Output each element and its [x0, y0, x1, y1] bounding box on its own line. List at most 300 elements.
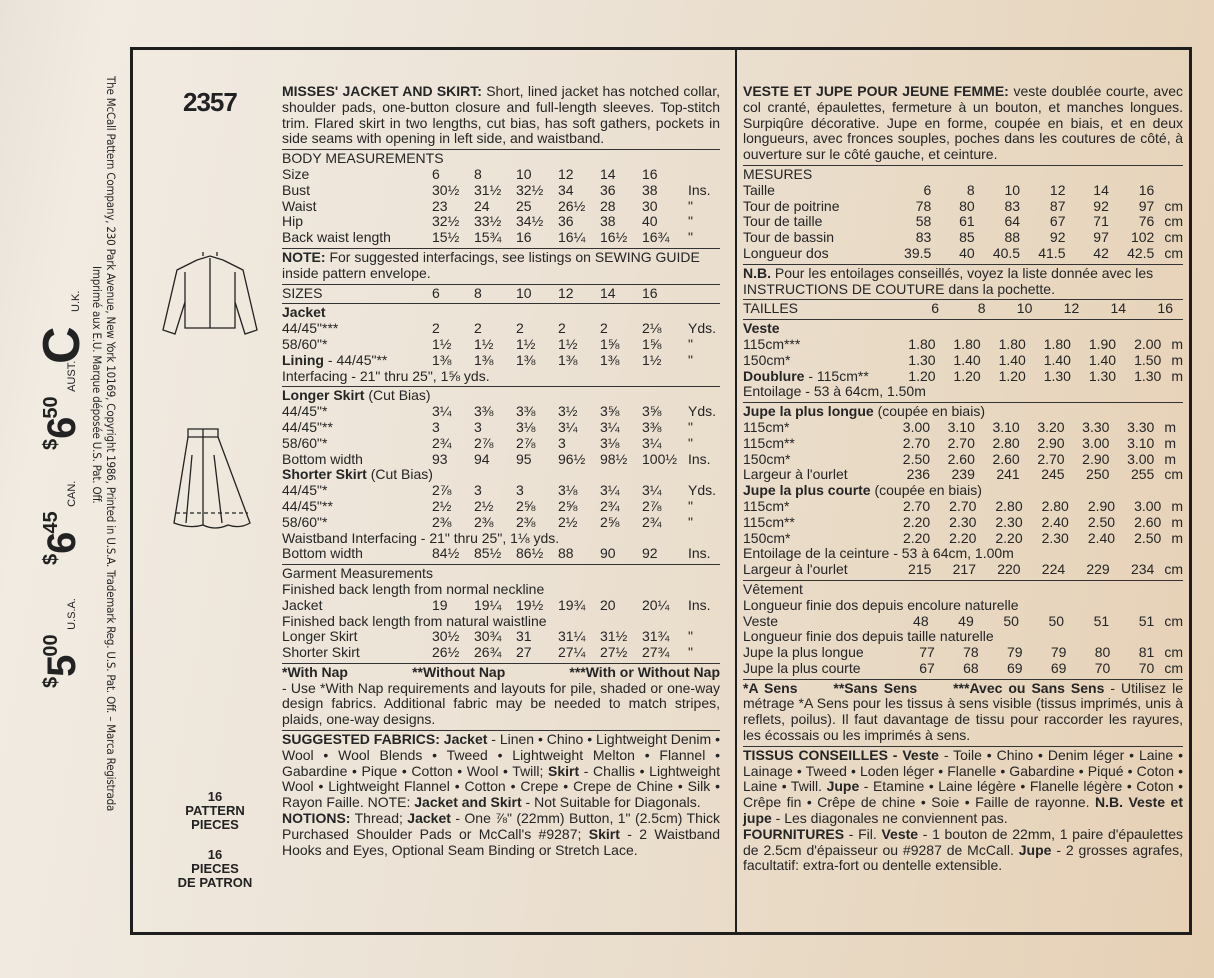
unit: m — [1171, 335, 1183, 352]
table-row — [282, 420, 720, 436]
table-row — [743, 246, 1183, 262]
tissus-conseilles: TISSUS CONSEILLES - Veste - Toile • Chino • Denim léger • Laine • Lainage • Tweed • Loden léger • Flanelle • Gabardine • Piqué • Coton • Laine • Twill. Jupe - Etamine • Laine légère • Flanelle légère • Coton • Crêpe fin • Crêpe de chine • Soie • Faille de rayonne. N.B. Veste et jupe - Les diagonales ne conviennent pas. — [743, 746, 1184, 827]
cell-value: 15¾ — [474, 229, 502, 246]
table-row — [282, 353, 720, 369]
cell-value: 27½ — [600, 644, 628, 661]
english-description: MISSES' JACKET AND SKIRT: Short, lined jacket has notched collar, shoulder pads, one-button closure and full-length sleeves. Top-stitch trim. Flared skirt in two lengths, cut bias, has soft gathers, pockets in side seams with opening in left side, and waistband. — [282, 83, 720, 147]
row-label: 115cm** — [743, 513, 795, 530]
cell-value: 2.80 — [1041, 497, 1069, 514]
row-label: Bottom width — [282, 450, 363, 467]
unit: cm — [1164, 466, 1183, 483]
cell-value: 19½ — [516, 596, 544, 613]
cell-value: 2.90 — [1087, 497, 1116, 514]
cell-value: 2⅝ — [516, 497, 536, 514]
cell-value: 2.90 — [1037, 434, 1065, 451]
unit: " — [688, 628, 693, 645]
unit: Ins. — [688, 596, 711, 613]
spine-copyright — [90, 76, 118, 811]
unit: Yds. — [688, 482, 717, 499]
cell-value: 30½ — [432, 181, 460, 198]
suggested-fabrics: SUGGESTED FABRICS: Jacket - Linen • Chino • Lightweight Denim • Wool • Wool Blends • Tweed • Lightweight Melton • Flannel • Gabardine • Pique • Cotton • Wool • Twill; Skirt - Challis • Lightweight Wool • Lightweight Flannel • Cotton • Crepe • Crepe de Chine • Silk • Rayon Faille. NOTE: Jacket and Skirt - Not Suitable for Diagonals. — [282, 731, 720, 811]
cell-value: 3½ — [558, 403, 578, 420]
cell-value: 1.30 — [1088, 367, 1117, 384]
cell-value: 3.00 — [902, 418, 931, 435]
cell-value: 3¼ — [642, 482, 662, 499]
cell-value: 86½ — [516, 545, 544, 562]
cell-value: 6 — [432, 165, 440, 182]
cell-value: 1½ — [516, 335, 536, 352]
cell-value: 1.80 — [908, 335, 936, 352]
cell-value: 67 — [919, 659, 935, 676]
cell-value: 31 — [516, 628, 532, 645]
jacket-back-illustration — [155, 250, 265, 345]
column-divider — [735, 47, 737, 935]
cell-value: 3.10 — [947, 418, 975, 435]
cell-value: 26¾ — [474, 644, 502, 661]
cell-value: 2.20 — [995, 529, 1023, 546]
cell-value: 1.40 — [1088, 351, 1117, 368]
cell-value: 2.30 — [995, 513, 1023, 530]
unit: cm — [1164, 644, 1183, 661]
cell-value: 87 — [1049, 197, 1066, 214]
table-row — [282, 598, 720, 614]
table-row — [743, 420, 1183, 436]
cell-value: 71 — [1093, 213, 1109, 230]
unit: " — [688, 434, 693, 451]
cell-value: 31½ — [600, 628, 628, 645]
unit: m — [1171, 529, 1183, 546]
table-row — [743, 436, 1183, 452]
cell-value: 2.50 — [902, 450, 931, 467]
row-label: 58/60"* — [282, 513, 328, 530]
pattern-pieces-fr: 16 PIECES DE PATRON — [177, 847, 253, 890]
cell-value: 1.40 — [953, 351, 981, 368]
cell-value: 48 — [913, 612, 929, 629]
cell-value: 239 — [951, 466, 975, 483]
cell-value: 1.50 — [1134, 351, 1162, 368]
cell-value: 49 — [958, 612, 974, 629]
cell-value: 3 — [474, 418, 482, 435]
cell-value: 79 — [1006, 644, 1023, 661]
unit: " — [688, 497, 693, 514]
cell-value: 24 — [474, 197, 490, 214]
veste-heading: Veste — [743, 320, 780, 337]
cell-value: 1⅜ — [558, 351, 578, 368]
cell-value: 68 — [963, 659, 979, 676]
cell-value: 1.30 — [1134, 367, 1162, 384]
cell-value: 34 — [558, 181, 574, 198]
cell-value: 2.70 — [902, 434, 931, 451]
unit: cm — [1164, 561, 1183, 578]
cell-value: 84½ — [432, 545, 460, 562]
note: NOTE: For suggested interfacings, see listings on SEWING GUIDE inside pattern envelope. — [282, 248, 700, 281]
row-label: TAILLES — [743, 300, 798, 317]
cell-value: 1.20 — [998, 367, 1026, 384]
cell-value: 3 — [516, 482, 524, 499]
table-row — [282, 436, 720, 452]
cell-value: 3¼ — [600, 482, 620, 499]
pattern-pieces-en: 16 PATTERN PIECES — [185, 789, 245, 832]
row-label: Veste — [743, 612, 779, 629]
cell-value: 2.60 — [947, 450, 975, 467]
cell-value: 85 — [959, 229, 975, 246]
cell-value: 2.90 — [1082, 450, 1110, 467]
cell-value: 3.10 — [1127, 434, 1155, 451]
row-label: 58/60"* — [282, 335, 328, 352]
cell-value: 30¾ — [474, 628, 502, 645]
cell-value: 2.70 — [949, 497, 977, 514]
cell-value: 77 — [919, 644, 935, 661]
row-label: 115cm** — [743, 434, 795, 451]
unit: " — [688, 418, 693, 435]
cell-value: 83 — [1004, 197, 1021, 214]
cell-value: 23 — [432, 197, 448, 214]
unit: cm — [1164, 213, 1183, 230]
price-uk: C U.K. — [33, 290, 91, 364]
unit — [1179, 301, 1183, 317]
cell-value: 30 — [642, 197, 658, 214]
cell-value: 16 — [1157, 300, 1173, 317]
unit: " — [688, 335, 693, 352]
cell-value: 16 — [1138, 181, 1155, 198]
table-row — [743, 199, 1183, 215]
cell-value: 3⅜ — [516, 403, 536, 420]
nap-legend: *With Nap **Without Nap ***With or Without Nap - Use *With Nap requirements and layouts for pile, shaded or one-way design fabrics. Additional fabric may be needed to match stripes, plaids, one-way designs. — [282, 663, 720, 728]
table-row — [282, 337, 720, 353]
unit: Ins. — [688, 545, 711, 562]
row-label: Size — [282, 165, 310, 182]
cell-value: 15½ — [432, 229, 460, 246]
cell-value: 42 — [1093, 244, 1109, 261]
cell-value: 64 — [1004, 213, 1021, 230]
skirt-back-illustration — [170, 425, 255, 540]
unit: " — [688, 644, 693, 661]
body-measurements-table — [282, 167, 720, 246]
cell-value: 8 — [474, 284, 482, 301]
cell-value: 85½ — [474, 545, 502, 562]
cell-value: 27 — [516, 644, 532, 661]
row-label: Waist — [282, 197, 317, 214]
unit: cm — [1164, 229, 1183, 246]
unit: " — [688, 351, 693, 368]
cell-value: 2¾ — [600, 497, 620, 514]
jupe-courte-largeur — [743, 562, 1183, 578]
cell-value: 250 — [1086, 466, 1110, 483]
table-row — [743, 645, 1183, 661]
cell-value: 33½ — [474, 213, 502, 230]
unit: m — [1164, 418, 1176, 435]
table-row — [282, 167, 720, 183]
row-label: Tour de poitrine — [743, 197, 840, 214]
shorter-skirt-heading: Shorter Skirt (Cut Bias) — [282, 466, 433, 483]
veste-table — [743, 337, 1183, 384]
table-row — [282, 199, 720, 215]
cell-value: 34½ — [516, 213, 544, 230]
veste-entoilage: Entoilage - 53 à 64cm, 1.50m — [743, 383, 926, 400]
table-row — [282, 499, 720, 515]
cell-value: 26½ — [432, 644, 460, 661]
unit: Ins. — [688, 450, 711, 467]
cell-value: 2⅞ — [432, 482, 452, 499]
cell-value: 50 — [1048, 612, 1065, 629]
cell-value: 2¾ — [642, 513, 662, 530]
cell-value: 78 — [915, 197, 932, 214]
cell-value: 2 — [558, 320, 566, 337]
row-label: Tour de bassin — [743, 229, 835, 246]
cell-value: 31½ — [474, 181, 502, 198]
cell-value: 1½ — [642, 351, 662, 368]
cell-value: 19¼ — [474, 596, 502, 613]
cell-value: 2⅜ — [474, 513, 494, 530]
row-label: Bottom width — [282, 545, 363, 562]
fournitures: FOURNITURES - Fil. Veste - 1 bouton de 22mm, 1 paire d'épaulettes de 2.5cm d'épaisseur ou #9287 de McCall. Jupe - 2 grosses agrafes, facultatif: extra-fort ou dentelle extensible. — [743, 825, 1184, 874]
cell-value: 14 — [600, 165, 616, 182]
cell-value: 2 — [432, 320, 440, 337]
cell-value: 16½ — [600, 229, 628, 246]
unit: m — [1171, 351, 1183, 368]
unit: cm — [1164, 659, 1183, 676]
cell-value: 31¼ — [558, 628, 586, 645]
cell-value: 26½ — [558, 197, 586, 214]
cell-value: 234 — [1130, 561, 1155, 578]
cell-value: 2.30 — [1041, 529, 1069, 546]
longer-skirt-heading: Longer Skirt (Cut Bias) — [282, 387, 431, 404]
cell-value: 3 — [474, 482, 482, 499]
cell-value: 61 — [959, 213, 975, 230]
table-row — [743, 531, 1183, 547]
cell-value: 27¾ — [642, 644, 670, 661]
table-row — [282, 546, 720, 562]
row-label: 44/45"* — [282, 482, 328, 499]
price-usa: $500 U.S.A. — [40, 598, 84, 688]
cell-value: 3¼ — [600, 418, 620, 435]
cell-value: 92 — [1049, 229, 1066, 246]
cell-value: 2⅝ — [558, 497, 578, 514]
table-row — [282, 515, 720, 531]
cell-value: 40 — [642, 213, 658, 230]
cell-value: 10 — [516, 284, 532, 301]
cell-value: 241 — [996, 466, 1020, 483]
unit: " — [688, 229, 693, 246]
cell-value: 245 — [1041, 466, 1065, 483]
cell-value: 3.10 — [992, 418, 1020, 435]
cell-value: 229 — [1086, 561, 1110, 578]
cell-value: 70 — [1138, 659, 1155, 676]
unit — [1160, 183, 1183, 199]
cell-value: 3⅝ — [600, 403, 620, 420]
cell-value: 3¼ — [642, 434, 662, 451]
tailles-header — [743, 301, 1183, 317]
cell-value: 1½ — [432, 335, 452, 352]
row-label: Longer Skirt — [282, 628, 358, 645]
table-row — [743, 369, 1183, 385]
cell-value: 2.70 — [947, 434, 975, 451]
spine-line-1: The McCall Pattern Company, 230 Park Avenue, New York 10169, Copyright 1986, Printed in U.S.A. Trademark Reg. U.S. Pat. Off. – Marca Registrada — [104, 76, 118, 812]
row-label: Jupe la plus longue — [743, 644, 864, 661]
cell-value: 51 — [1093, 612, 1110, 629]
unit — [684, 167, 720, 183]
cell-value: 1.40 — [1043, 351, 1071, 368]
cell-value: 215 — [908, 561, 932, 578]
cell-value: 2⅞ — [642, 497, 662, 514]
cell-value: 1.90 — [1088, 335, 1117, 352]
unit: " — [688, 213, 693, 230]
row-label: 150cm* — [743, 351, 791, 368]
table-row — [282, 183, 720, 199]
cell-value: 58 — [915, 213, 932, 230]
cell-value: 2 — [516, 320, 524, 337]
cell-value: 1½ — [558, 335, 578, 352]
row-label: Tour de taille — [743, 213, 823, 230]
cell-value: 2⅞ — [474, 434, 494, 451]
cell-value: 88 — [558, 545, 574, 562]
cell-value: 2⅝ — [600, 513, 620, 530]
cell-value: 3.00 — [1127, 450, 1155, 467]
cell-value: 90 — [600, 545, 616, 562]
cell-value: 2.80 — [995, 497, 1023, 514]
cell-value: 1.30 — [1043, 367, 1071, 384]
row-label: Jacket — [282, 596, 323, 613]
cell-value: 2.80 — [992, 434, 1020, 451]
jacket-heading: Jacket — [282, 304, 326, 321]
unit: m — [1164, 434, 1176, 451]
table-row — [282, 321, 720, 337]
cell-value: 1.80 — [1043, 335, 1071, 352]
cell-value: 36 — [558, 213, 574, 230]
cell-value: 8 — [966, 181, 975, 198]
cell-value: 3⅜ — [642, 418, 662, 435]
cell-value: 1.40 — [998, 351, 1026, 368]
row-label: Jupe la plus courte — [743, 659, 861, 676]
unit — [684, 286, 720, 302]
cell-value: 3¼ — [432, 403, 452, 420]
table-row — [743, 467, 1183, 483]
cell-value: 78 — [963, 644, 979, 661]
cell-value: 16 — [516, 229, 532, 246]
table-row — [743, 499, 1183, 515]
cell-value: 255 — [1130, 466, 1155, 483]
cell-value: 6 — [432, 284, 440, 301]
cell-value: 8 — [474, 165, 482, 182]
sizes-header — [282, 286, 720, 302]
unit: m — [1164, 450, 1176, 467]
cell-value: 51 — [1138, 612, 1155, 629]
table-row — [282, 483, 720, 499]
garment-heading: Garment Measurements — [282, 565, 433, 582]
unit: m — [1171, 497, 1183, 514]
row-label: Largeur à l'ourlet — [743, 561, 848, 578]
cell-value: 2.20 — [902, 529, 931, 546]
row-label: 58/60"* — [282, 434, 328, 451]
table-row — [743, 614, 1183, 630]
table-row — [282, 286, 720, 302]
cell-value: 3⅛ — [600, 434, 620, 451]
mesures-table — [743, 183, 1183, 262]
table-row — [282, 645, 720, 661]
cell-value: 69 — [1006, 659, 1023, 676]
mesures-heading: MESURES — [743, 165, 813, 182]
cell-value: 50 — [1003, 612, 1019, 629]
cell-value: 2½ — [474, 497, 494, 514]
cell-value: 14 — [1093, 181, 1109, 198]
row-label: Shorter Skirt — [282, 644, 360, 661]
cell-value: 40.5 — [992, 244, 1021, 261]
vetement-veste-row — [743, 614, 1183, 630]
cell-value: 38 — [642, 181, 658, 198]
cell-value: 14 — [1110, 300, 1127, 317]
row-label: Largeur à l'ourlet — [743, 466, 848, 483]
row-label: Longueur dos — [743, 244, 829, 261]
french-description: VESTE ET JUPE POUR JEUNE FEMME: veste doublée courte, avec col cranté, épaulettes, fermeture à un bouton, et manches longues. Surpiqûre décorative. Jupe en forme, coupée en biais, et en deux longueurs, avec fronces souples, poches dans les coutures de côté, à ouverture sur le côté gauche, et ceinture. — [743, 83, 1183, 163]
cell-value: 25 — [516, 197, 532, 214]
cell-value: 1½ — [474, 335, 494, 352]
cell-value: 19¾ — [558, 596, 586, 613]
jupe-longue-table — [743, 420, 1183, 483]
cell-value: 2.50 — [1134, 529, 1162, 546]
price-can: $645 CAN. — [40, 480, 84, 565]
cell-value: 2⅞ — [516, 434, 536, 451]
table-row — [743, 230, 1183, 246]
table-row — [282, 230, 720, 246]
ceinture-entoilage: Entoilage de la ceinture - 53 à 64cm, 1.00m — [743, 545, 1014, 562]
row-label: 44/45"** — [282, 497, 333, 514]
cell-value: 1.80 — [953, 335, 981, 352]
cell-value: 70 — [1094, 659, 1111, 676]
cell-value: 2½ — [558, 513, 578, 530]
cell-value: 19 — [432, 596, 448, 613]
cell-value: 3.00 — [1134, 497, 1162, 514]
cell-value: 12 — [1063, 300, 1080, 317]
jacket-interfacing: Interfacing - 21" thru 25", 1⅝ yds. — [282, 367, 490, 384]
cell-value: 20¼ — [642, 596, 670, 613]
cell-value: 2.40 — [1041, 513, 1069, 530]
spine-line-2: Imprimé aux E.U. Marque déposée U.S. Pat. Off. — [90, 266, 104, 504]
garment-skirt-rows — [282, 629, 720, 661]
table-row — [743, 183, 1183, 199]
cell-value: 96½ — [558, 450, 586, 467]
table-row — [743, 661, 1183, 677]
cell-value: 3¼ — [558, 418, 578, 435]
body-measurements-heading: BODY MEASUREMENTS — [282, 150, 444, 167]
taille-label: Longueur finie dos depuis taille naturelle — [743, 628, 994, 645]
cell-value: 92 — [642, 545, 658, 562]
cell-value: 12 — [558, 284, 574, 301]
cell-value: 32½ — [516, 181, 544, 198]
cell-value: 1⅜ — [474, 351, 494, 368]
french-column — [743, 84, 1183, 874]
cell-value: 3 — [558, 434, 566, 451]
cell-value: 88 — [1004, 229, 1021, 246]
cell-value: 40 — [959, 244, 975, 261]
cell-value: 2⅜ — [516, 513, 536, 530]
row-label: 115cm* — [743, 497, 790, 514]
cell-value: 3⅛ — [558, 482, 578, 499]
waistline-label: Finished back length from natural waistline — [282, 612, 547, 629]
row-label: Lining - 44/45"** — [282, 351, 388, 368]
cell-value: 80 — [1094, 644, 1111, 661]
cell-value: 27¼ — [558, 644, 586, 661]
jacket-yardage-table — [282, 321, 720, 368]
cell-value: 3.20 — [1037, 418, 1065, 435]
cell-value: 102 — [1130, 229, 1155, 246]
encolure-label: Longueur finie dos depuis encolure naturelle — [743, 596, 1019, 613]
cell-value: 2.20 — [949, 529, 977, 546]
cell-value: 12 — [558, 165, 574, 182]
garment-jacket-row — [282, 598, 720, 614]
row-label: 150cm* — [743, 450, 791, 467]
cell-value: 2⅛ — [642, 320, 662, 337]
jupe-courte-heading: Jupe la plus courte (coupée en biais) — [743, 482, 982, 499]
